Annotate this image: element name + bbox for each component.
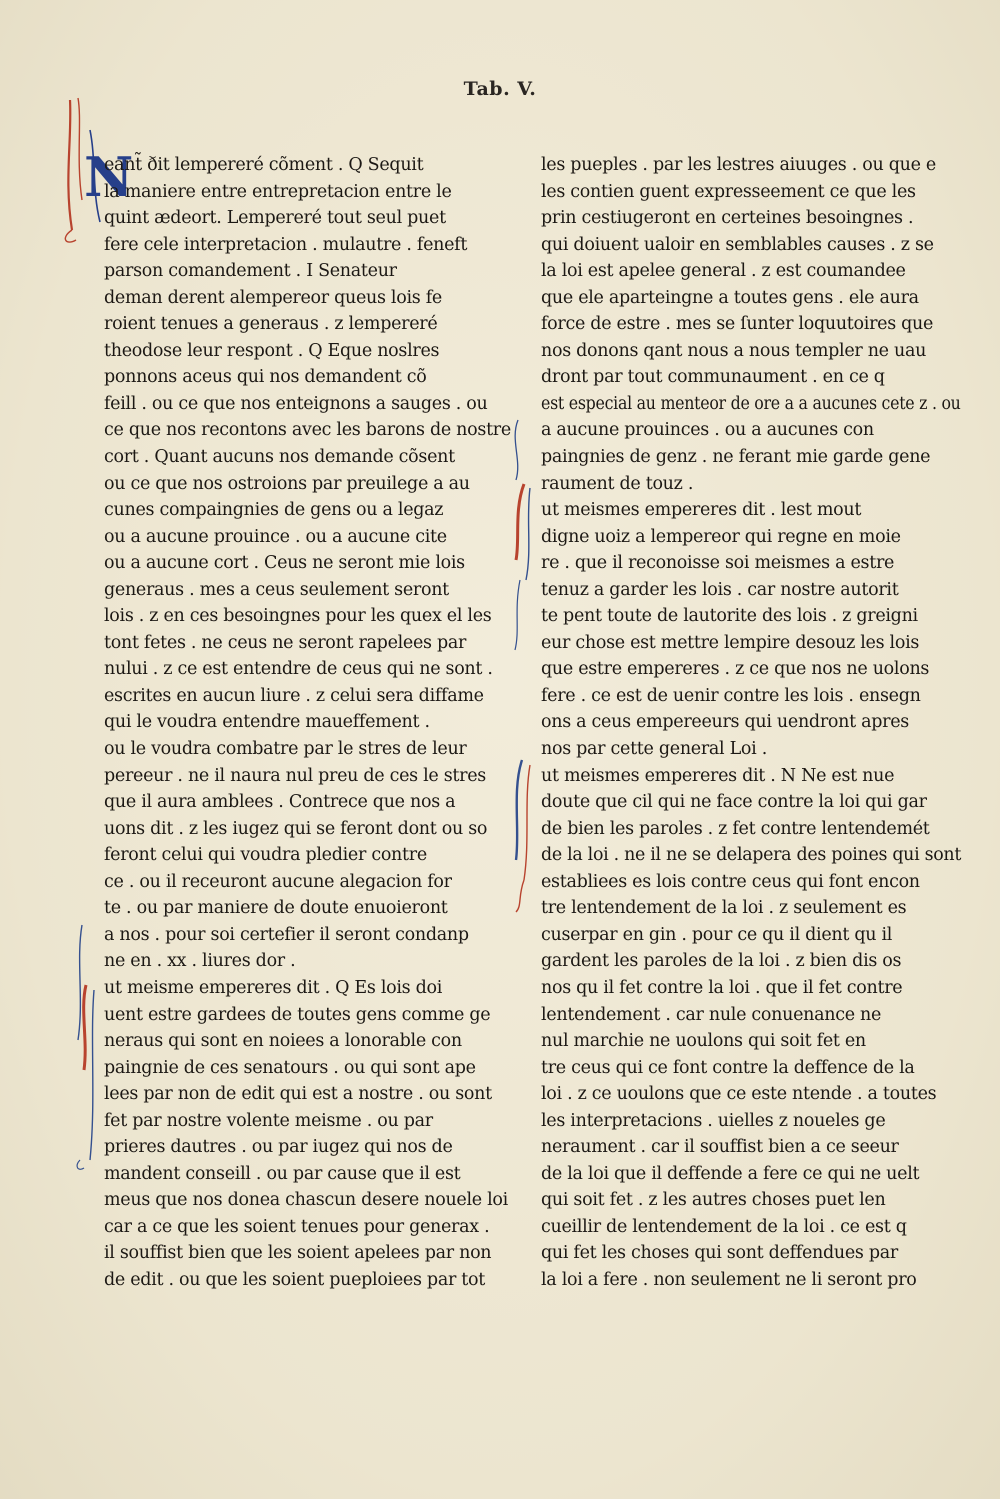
manuscript-line: ut meismes empereres dit . N Ne est nue	[541, 765, 895, 786]
manuscript-line: de la loi . ne il ne se delapera des poines qui sont	[541, 845, 962, 866]
manuscript-line: raument de touz .	[541, 473, 694, 494]
manuscript-line: cort . Quant aucuns nos demande cõsent	[104, 447, 455, 468]
manuscript-line: dront par tout communaument . en ce q	[541, 367, 885, 388]
manuscript-line: nos par cette general Loi .	[541, 739, 767, 760]
manuscript-line: ponnons aceus qui nos demandent cõ	[104, 367, 427, 388]
manuscript-line: tre ceus qui ce font contre la deffence de la	[541, 1057, 915, 1078]
manuscript-line: digne uoiz a lempereor qui regne en moie	[541, 526, 901, 547]
manuscript-line: gardent les paroles de la loi . z bien dis os	[541, 951, 902, 972]
manuscript-line: nul marchie ne uoulons qui soit fet en	[541, 1031, 866, 1052]
manuscript-line: ce . ou il receuront aucune alegacion for	[104, 871, 452, 892]
manuscript-line: les contien guent expresseement ce que les	[541, 181, 916, 202]
manuscript-line: ou le voudra combatre par le stres de leur	[104, 739, 467, 760]
manuscript-line: ou ce que nos ostroions par preuilege a au	[104, 473, 470, 494]
manuscript-line: il souffist bien que les soient apelees par non	[104, 1243, 492, 1264]
manuscript-line: loi . z ce uoulons que ce este ntende . a toutes	[541, 1084, 937, 1105]
manuscript-line: nos donons qant nous a nous templer ne uau	[541, 340, 927, 361]
manuscript-line: a aucune prouinces . ou a aucunes con	[541, 420, 874, 441]
manuscript-line: lois . z en ces besoingnes pour les quex el les	[104, 606, 492, 627]
manuscript-line: a nos . pour soi certefier il seront condanp	[104, 924, 469, 945]
manuscript-line: ne en . xx . liures dor .	[104, 951, 296, 972]
manuscript-line: mandent conseill . ou par cause que il est	[104, 1163, 461, 1184]
manuscript-line: meus que nos donea chascun desere nouele loi	[104, 1190, 508, 1211]
manuscript-line: uons dit . z les iugez qui se feront dont ou so	[104, 818, 488, 839]
manuscript-line: prieres dautres . ou par iugez qui nos de	[104, 1137, 453, 1158]
manuscript-line: que ele aparteingne a toutes gens . ele aura	[541, 287, 919, 308]
manuscript-line: quint ædeort. Lempereré tout seul puet	[104, 208, 446, 229]
manuscript-line: feill . ou ce que nos enteignons a sauges . ou	[104, 393, 488, 414]
manuscript-line: tont fetes . ne ceus ne seront rapelees par	[104, 632, 467, 653]
manuscript-line: pereeur . ne il naura nul preu de ces le stres	[104, 765, 486, 786]
manuscript-line: de bien les paroles . z fet contre lentendemét	[541, 818, 930, 839]
manuscript-line: que il aura amblees . Contrece que nos a	[104, 792, 456, 813]
manuscript-line: deman derent alempereor queus lois fe	[104, 287, 442, 308]
manuscript-line: qui le voudra entendre maueffement .	[104, 712, 430, 733]
manuscript-line: la loi a fere . non seulement ne li seront pro	[541, 1269, 917, 1290]
manuscript-line: lees par non de edit qui est a nostre . ou sont	[104, 1084, 492, 1105]
manuscript-line: qui doiuent ualoir en semblables causes . z se	[541, 234, 934, 255]
manuscript-line: doute que cil qui ne face contre la loi qui gar	[541, 792, 927, 813]
manuscript-line: nos qu il fet contre la loi . que il fet contre	[541, 977, 903, 998]
manuscript-line: que estre empereres . z ce que nos ne uolons	[541, 659, 930, 680]
plate-label: Tab. V.	[463, 78, 537, 100]
manuscript-line: eant̃ ðit lempereré cõment . Q Sequit	[104, 155, 424, 175]
manuscript-line: ou a aucune prouince . ou a aucune cite	[104, 526, 447, 547]
manuscript-line: fere cele interpretacion . mulautre . feneft	[104, 234, 468, 255]
manuscript-line: qui soit fet . z les autres choses puet len	[541, 1190, 886, 1211]
manuscript-line: theodose leur respont . Q Eque noslres	[104, 340, 440, 361]
manuscript-line: la loi est apelee general . z est coumandee	[541, 261, 906, 282]
manuscript-line: la maniere entre entrepretacion entre le	[104, 181, 452, 202]
manuscript-line: cueillir de lentendement de la loi . ce est q	[541, 1216, 907, 1237]
manuscript-line: paingnie de ces senatours . ou qui sont ape	[104, 1057, 476, 1078]
manuscript-line: establiees es lois contre ceus qui font encon	[541, 871, 920, 892]
manuscript-line: les interpretacions . uielles z noueles ge	[541, 1110, 886, 1131]
manuscript-line: qui fet les choses qui sont deffendues par	[541, 1243, 898, 1264]
manuscript-line: paingnies de genz . ne ferant mie garde gene	[541, 447, 931, 468]
manuscript-line: les pueples . par les lestres aiuuges . ou que e	[541, 155, 936, 175]
left-text-column	[104, 152, 514, 1294]
manuscript-line: generaus . mes a ceus seulement seront	[104, 579, 449, 600]
manuscript-line: prin cestiugeront en certeines besoingnes .	[541, 208, 914, 229]
manuscript-line: tenuz a garder les lois . car nostre autorit	[541, 579, 899, 600]
manuscript-line: re . que il reconoisse soi meismes a estre	[541, 553, 895, 574]
manuscript-line: tre lentendement de la loi . z seulement es	[541, 898, 907, 919]
manuscript-line: de la loi que il deffende a fere ce qui ne uelt	[541, 1163, 920, 1184]
manuscript-line: te pent toute de lautorite des lois . z greigni	[541, 606, 918, 627]
manuscript-line: ou a aucune cort . Ceus ne seront mie lois	[104, 553, 465, 574]
manuscript-line: nului . z ce est entendre de ceus qui ne sont .	[104, 659, 493, 680]
manuscript-line: escrites en aucun liure . z celui sera diffame	[104, 685, 484, 706]
manuscript-line: uent estre gardees de toutes gens comme ge	[104, 1004, 491, 1025]
manuscript-line: te . ou par maniere de doute enuoieront	[104, 898, 448, 919]
manuscript-line: roient tenues a generaus . z lempereré	[104, 314, 438, 335]
manuscript-line: force de estre . mes se ſunter loquutoires que	[541, 314, 934, 335]
illuminated-initial: N	[84, 145, 134, 209]
manuscript-line: ut meismes empereres dit . lest mout	[541, 500, 862, 521]
manuscript-line: car a ce que les soient tenues pour generax .	[104, 1216, 490, 1237]
manuscript-line: parson comandement . I Senateur	[104, 261, 397, 282]
manuscript-line: cunes compaingnies de gens ou a legaz	[104, 500, 444, 521]
manuscript-line: neraus qui sont en noiees a lonorable con	[104, 1031, 462, 1052]
manuscript-line: fet par nostre volente meisme . ou par	[104, 1110, 433, 1131]
manuscript-line: neraument . car il souffist bien a ce seeur	[541, 1137, 899, 1158]
manuscript-line: feront celui qui voudra pledier contre	[104, 845, 427, 866]
manuscript-line: eur chose est mettre lempire desouz les lois	[541, 632, 920, 653]
manuscript-line: ce que nos recontons avec les barons de nostre	[104, 420, 511, 441]
right-text-column	[541, 152, 961, 1294]
manuscript-line: de edit . ou que les soient pueploiees par tot	[104, 1269, 485, 1290]
manuscript-line: est especial au menteor de ore a a aucunes cete z . ou	[541, 393, 961, 414]
manuscript-line: fere . ce est de uenir contre les lois . ensegn	[541, 685, 921, 706]
manuscript-line: cuserpar en gin . pour ce qu il dient qu il	[541, 924, 893, 945]
manuscript-line: ons a ceus empereeurs qui uendront apres	[541, 712, 909, 733]
manuscript-line: lentendement . car nule conuenance ne	[541, 1004, 882, 1025]
manuscript-line: ut meisme empereres dit . Q Es lois doi	[104, 977, 443, 998]
